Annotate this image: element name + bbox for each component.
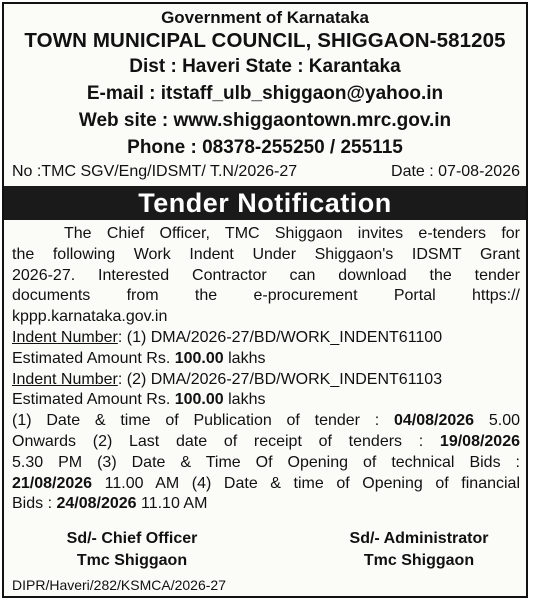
schedule-line xyxy=(12,474,520,495)
signature-office: Tmc Shiggaon xyxy=(76,552,188,569)
schedule-text: Bids : xyxy=(12,495,57,513)
intro-line: The Chief Officer, TMC Shiggaon invites e-tenders for xyxy=(64,225,520,242)
publication-date: 04/08/2026 xyxy=(394,412,475,430)
indent-line-1 xyxy=(12,328,520,349)
phone-line: Phone : 08378-255250 / 255115 xyxy=(127,137,403,158)
portal-url: kppp.karnataka.gov.in xyxy=(12,308,168,326)
indent-value: : (1) DMA/2026-27/BD/WORK_INDENT61100 xyxy=(117,328,443,346)
title-banner: Tender Notification xyxy=(4,186,526,220)
intro-line: documents from the e-procurement Portal https:// xyxy=(12,287,520,305)
amount-suffix: lakhs xyxy=(223,391,266,409)
technical-date: 21/08/2026 xyxy=(12,474,93,492)
publication-time: 5.00 xyxy=(474,412,520,430)
receipt-date: 19/08/2026 xyxy=(439,432,520,450)
tender-notice xyxy=(2,2,528,598)
indent-line-2 xyxy=(12,370,520,391)
reference-number: No :TMC SGV/Eng/IDSMT/ T.N/2026-27 xyxy=(12,163,298,180)
government-heading: Government of Karnataka xyxy=(161,8,369,27)
signature-office: Tmc Shiggaon xyxy=(363,552,475,569)
intro-line: 2026-27. Interested Contractor can download the tender xyxy=(12,266,520,284)
dipr-code: DIPR/Haveri/282/KSMCA/2026-27 xyxy=(12,577,226,593)
website-line: Web site : www.shiggaontown.mrc.gov.in xyxy=(78,110,452,131)
chief-officer-signature xyxy=(32,528,232,572)
amount-prefix: Estimated Amount Rs. xyxy=(12,391,175,409)
indent-label: Indent Number xyxy=(12,370,118,388)
technical-time: 11.00 AM (4) Date & time of Opening of financial xyxy=(92,474,520,492)
schedule-text: (1) Date & time of Publication of tender : xyxy=(12,412,394,430)
amount-value: 100.00 xyxy=(174,391,224,409)
amount-suffix: lakhs xyxy=(223,349,266,367)
amount-line-2 xyxy=(12,390,520,411)
financial-date: 24/08/2026 xyxy=(56,495,137,513)
email-line: E-mail : itstaff_ulb_shiggaon@yahoo.in xyxy=(86,83,444,104)
schedule-line xyxy=(12,432,520,453)
schedule-line xyxy=(12,411,520,432)
signature-title: Sd/- Administrator xyxy=(349,530,489,547)
reference-line xyxy=(12,163,520,181)
indent-value: : (2) DMA/2026-27/BD/WORK_INDENT61103 xyxy=(117,370,443,388)
reference-date: Date : 07-08-2026 xyxy=(391,163,520,180)
district-state-line: Dist : Haveri State : Karantaka xyxy=(129,56,401,77)
amount-prefix: Estimated Amount Rs. xyxy=(12,349,175,367)
schedule-line: 5.30 PM (3) Date & Time Of Opening of technical Bids : xyxy=(12,453,520,471)
amount-value: 100.00 xyxy=(174,349,224,367)
financial-time: 11.10 AM xyxy=(136,495,208,513)
intro-line: the following Work Indent Under Shiggaon's IDSMT Grant xyxy=(12,245,520,263)
indent-label: Indent Number xyxy=(12,328,118,346)
administrator-signature xyxy=(324,528,514,572)
amount-line-1 xyxy=(12,349,520,370)
notice-body xyxy=(12,224,520,515)
schedule-text: Onwards (2) Last date of receipt of tenders : xyxy=(12,432,440,450)
schedule-line xyxy=(12,494,520,515)
council-name: TOWN MUNICIPAL COUNCIL, SHIGGAON-581205 xyxy=(24,29,506,52)
signature-title: Sd/- Chief Officer xyxy=(66,530,198,547)
